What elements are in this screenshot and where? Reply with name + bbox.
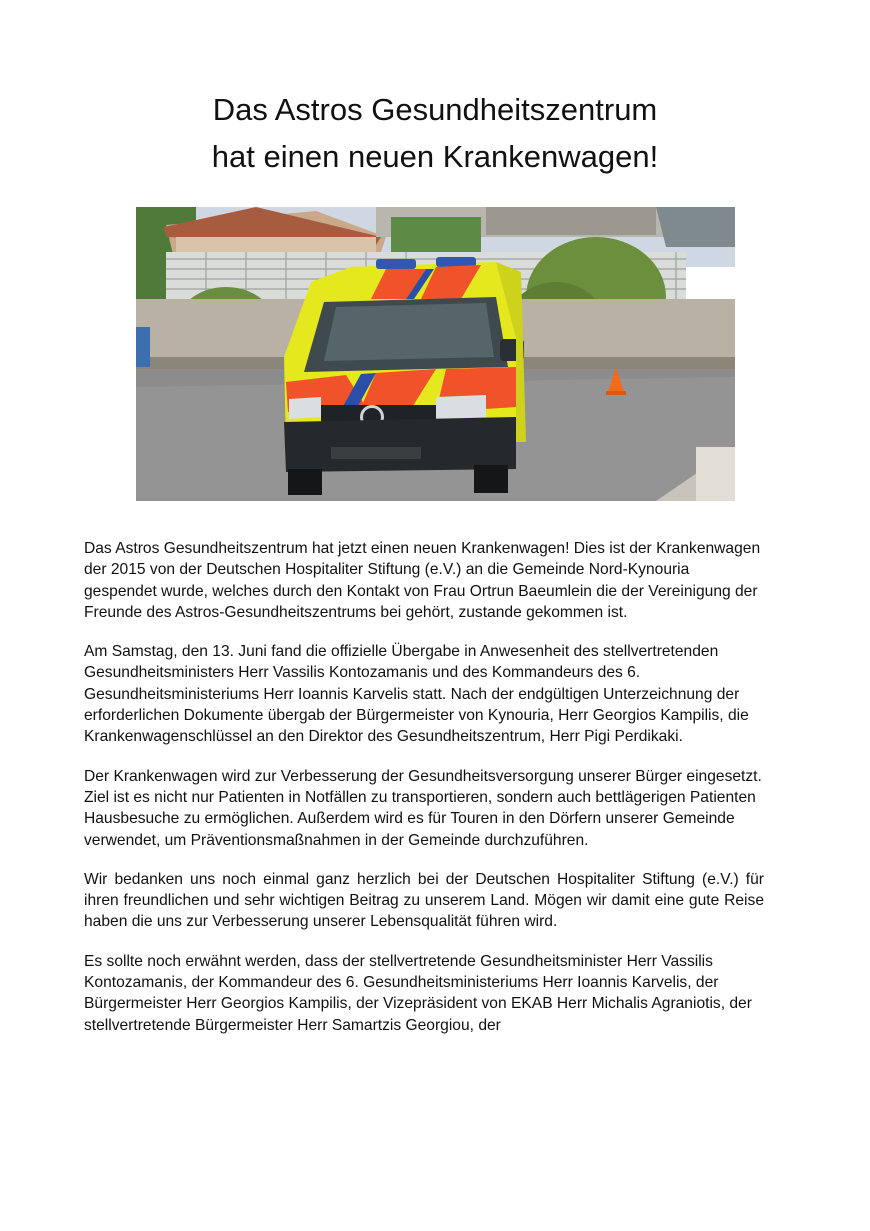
ambulance-photo bbox=[136, 207, 735, 501]
paragraph-3: Der Krankenwagen wird zur Verbesserung der Gesundheitsversorgung unserer Bürger eingesetzt. Ziel ist es nicht nur Patienten in Notfällen zu transportieren, sondern auch bettlägerigen Patienten Hausbesuche zu ermöglichen. Außerdem wird es für Touren in den Dörfern unserer Gemeinde verwendet, um Präventionsmaßnahmen in der Gemeinde durchzuführen. bbox=[84, 767, 762, 849]
paragraph-2: Am Samstag, den 13. Juni fand die offizielle Übergabe in Anwesenheit des stellvertretenden Gesundheitsministers Herr Vassilis Kontozamanis und des Kommandeurs des 6. Gesundheitsministeriums Herr Ioannis Karvelis statt. Nach der endgültigen Unterzeichnung der erforderlichen Dokumente übergab der Bürgermeister von Kynouria, Herr Georgios Kampilis, die Krankenwagenschlüssel an den Direktor des Gesundheitszentrum, Herr Pigi Perdikaki. bbox=[84, 643, 749, 746]
title-line-2: hat einen neuen Krankenwagen! bbox=[211, 139, 659, 174]
page-title bbox=[0, 86, 870, 180]
title-line-1: Das Astros Gesundheitszentrum bbox=[212, 92, 658, 127]
paragraph-5: Es sollte noch erwähnt werden, dass der stellvertretende Gesundheitsminister Herr Vassilis Kontozamanis, der Kommandeur des 6. Gesundheitsministeriums Herr Ioannis Karvelis, der Bürgermeister Herr Georgios Kampilis, der Vizepräsident von EKAB Herr Michalis Agraniotis, der stellvertretende Bürgermeister Herr Samartzis Georgiou, der bbox=[84, 952, 752, 1034]
paragraph-1: Das Astros Gesundheitszentrum hat jetzt einen neuen Krankenwagen! Dies ist der Krankenwagen der 2015 von der Deutschen Hospitaliter Stiftung (e.V.) an die Gemeinde Nord-Kynouria gespendet wurde, welches durch den Kontakt von Frau Ortrun Baeumlein die der Vereinigung der Freunde des Astros-Gesundheitszentrums bei gehört, zustande gekommen ist. bbox=[84, 540, 761, 621]
paragraph-4: Wir bedanken uns noch einmal ganz herzlich bei der Deutschen Hospitaliter Stiftung (e.V.) für ihren freundlichen und sehr wichtigen Beitrag zu unserem Land. Mögen wir damit eine gute Reise haben die uns zur Verbesserung unserer Lebensqualität führen wird. bbox=[84, 870, 764, 931]
article-body bbox=[84, 538, 764, 1054]
